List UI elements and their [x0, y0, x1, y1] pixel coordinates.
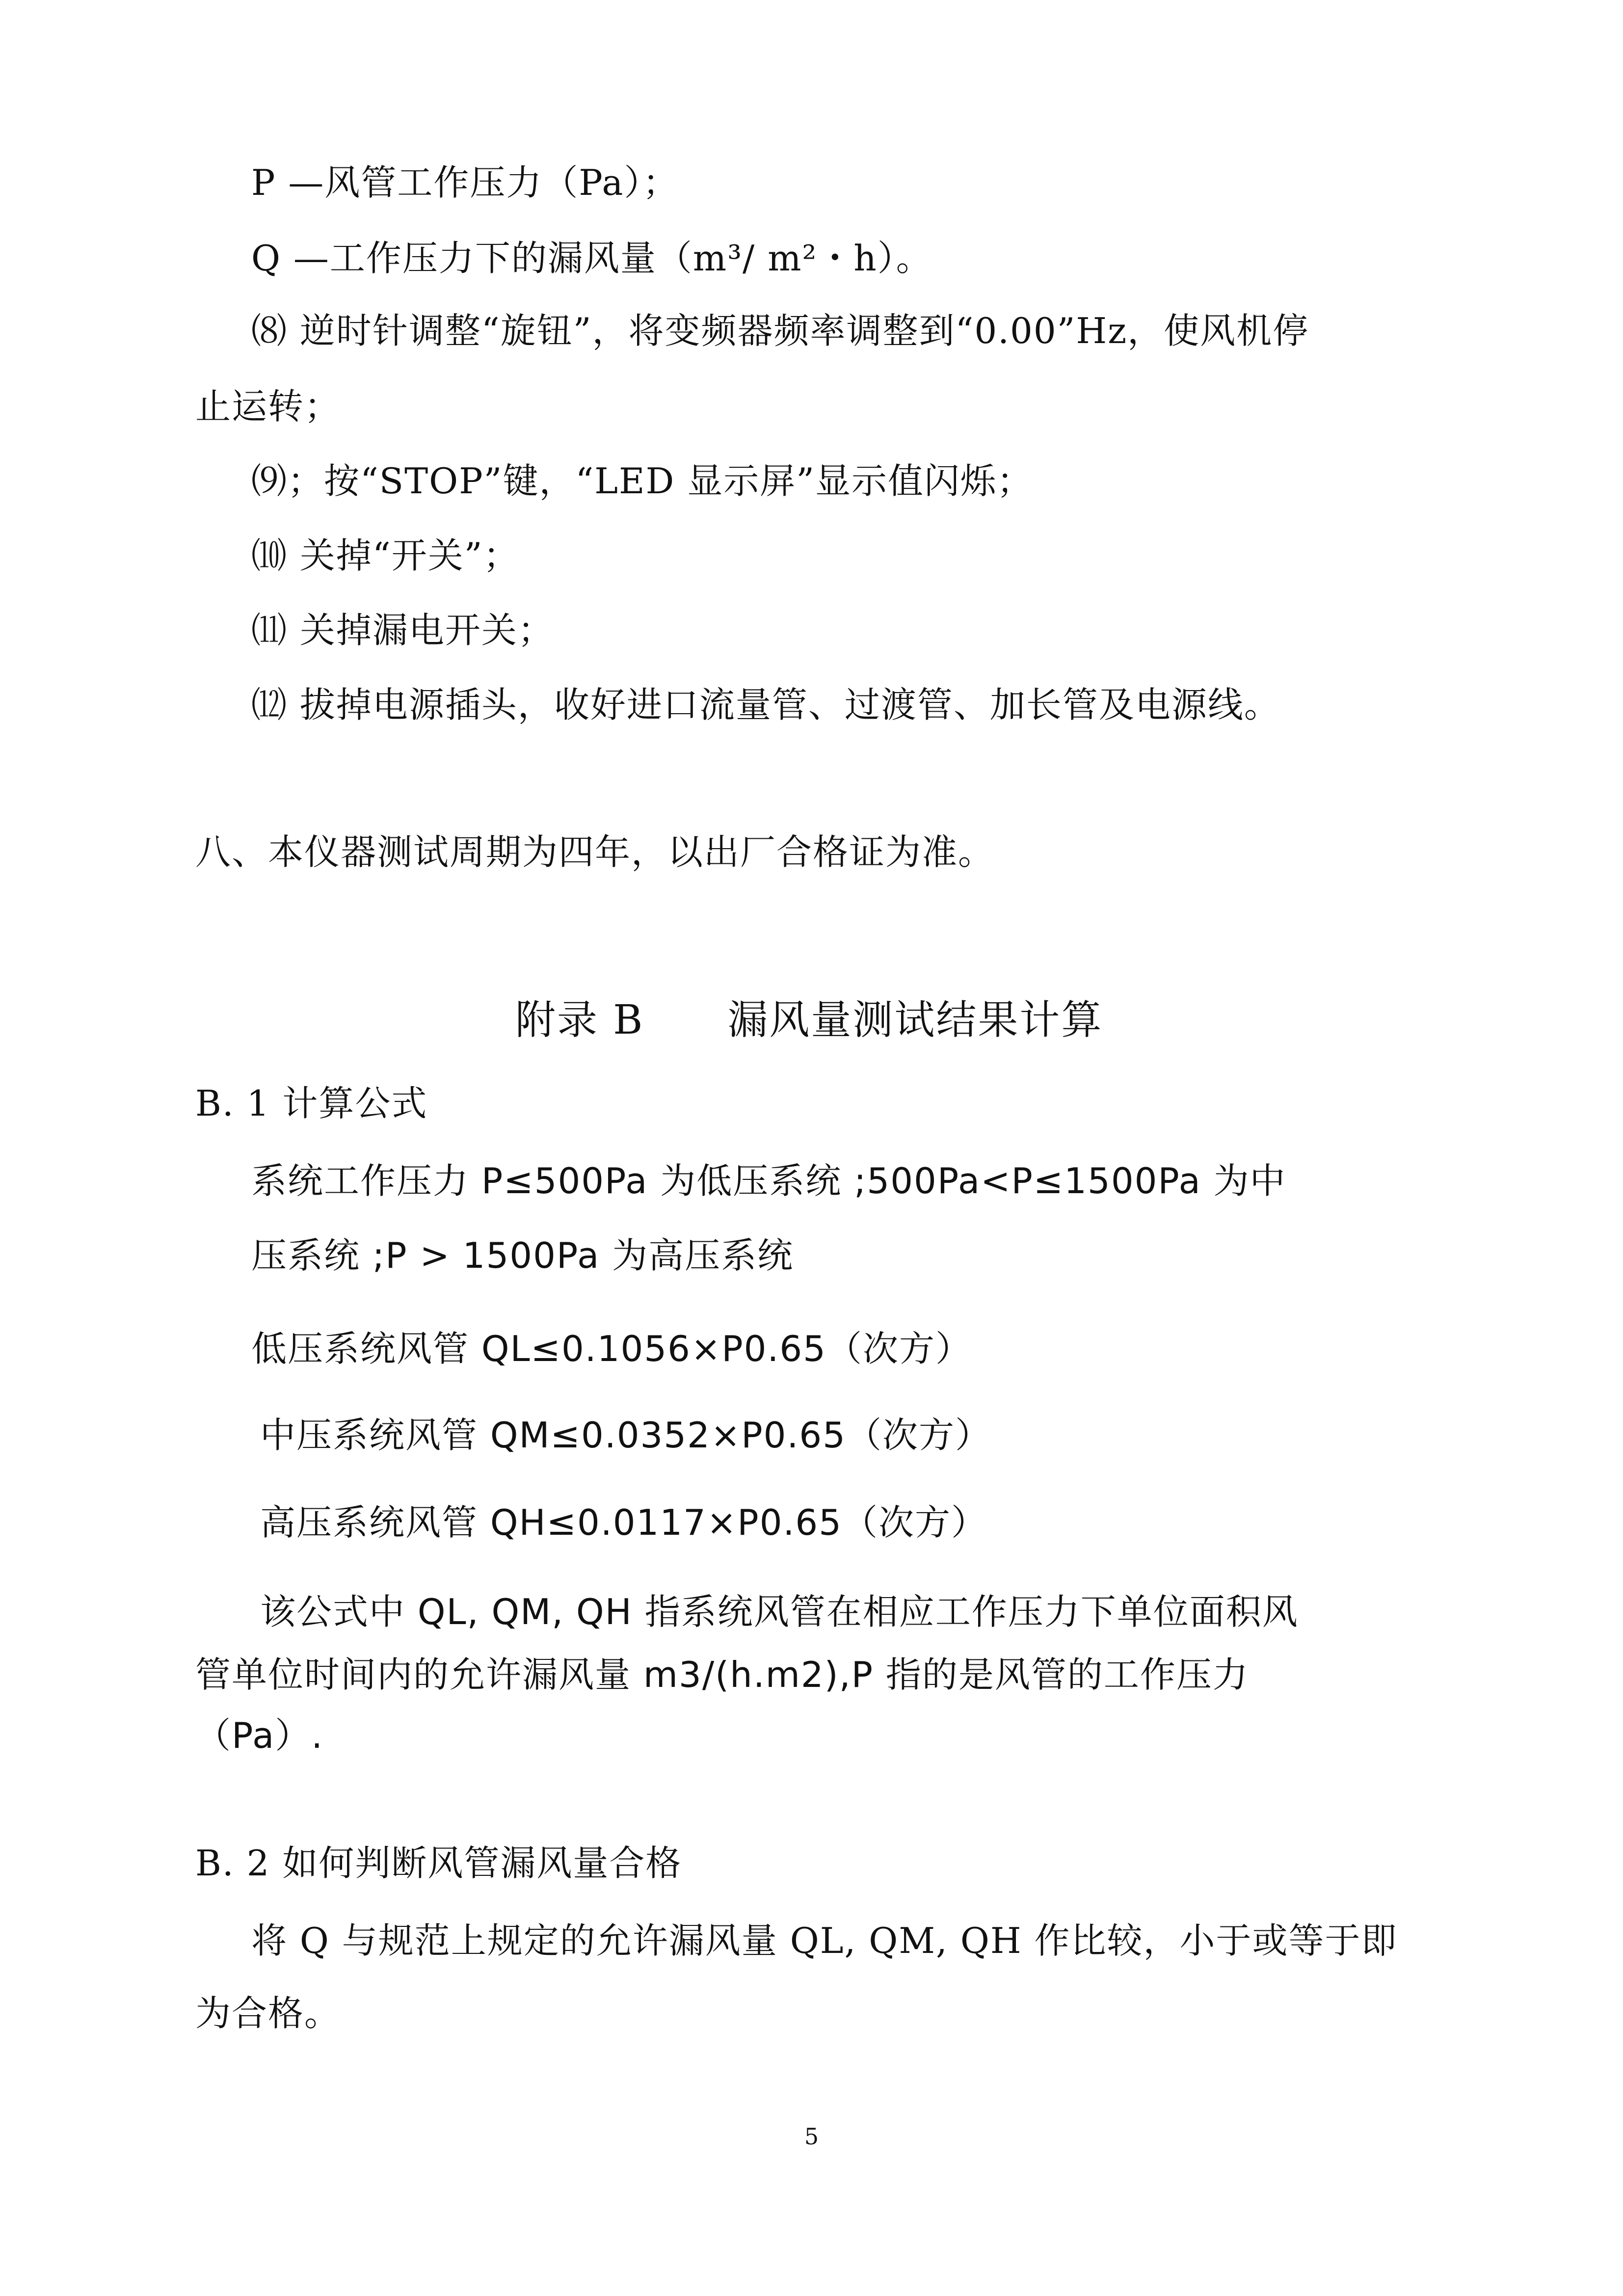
formula-explanation-line-1: 该公式中 QL, QM, QH 指系统风管在相应工作压力下单位面积风: [260, 1591, 1299, 1632]
b2-paragraph-line-1: 将 Q 与规范上规定的允许漏风量 QL, QM, QH 作比较，小于或等于即: [251, 1920, 1398, 1961]
step-11: ⑾ 关掉漏电开关；: [251, 610, 554, 651]
step-10: ⑽ 关掉“开关”；: [251, 535, 520, 576]
p-definition: P —风管工作压力（Pa）；: [251, 162, 679, 203]
step-12: ⑿ 拔掉电源插头，收好进口流量管、过渡管、加长管及电源线。: [251, 684, 1280, 725]
appendix-title: 附录 B 漏风量测试结果计算: [515, 997, 1103, 1043]
b1-title: B. 1 计算公式: [195, 1083, 428, 1124]
b1-paragraph-line-2: 压系统 ;P > 1500Pa 为高压系统: [251, 1235, 794, 1276]
formula-explanation-line-3: （Pa）.: [195, 1715, 324, 1756]
page-number: 5: [804, 2123, 819, 2150]
section-8-text: 八、本仪器测试周期为四年，以出厂合格证为准。: [195, 831, 995, 873]
b2-paragraph-line-2: 为合格。: [195, 1993, 341, 2034]
low-pressure-formula: 低压系统风管 QL≤0.1056×P0.65（次方）: [251, 1328, 972, 1369]
step-8-line-2: 止运转；: [195, 386, 341, 427]
high-pressure-formula: 高压系统风管 QH≤0.0117×P0.65（次方）: [260, 1502, 988, 1543]
step-9: ⑼；按“STOP”键，“LED 显示屏”显示值闪烁；: [251, 460, 1034, 502]
b1-paragraph-line-1: 系统工作压力 P≤500Pa 为低压系统 ;500Pa<P≤1500Pa 为中: [251, 1160, 1286, 1201]
q-definition: Q —工作压力下的漏风量（m³/ m²・h）。: [251, 238, 932, 279]
formula-explanation-line-2: 管单位时间内的允许漏风量 m3/(h.m2),P 指的是风管的工作压力: [195, 1654, 1249, 1695]
mid-pressure-formula: 中压系统风管 QM≤0.0352×P0.65（次方）: [260, 1415, 991, 1456]
step-8-line-1: ⑻ 逆时针调整“旋钮”，将变频器频率调整到“0.00”Hz，使风机停: [251, 310, 1309, 351]
b2-title: B. 2 如何判断风管漏风量合格: [195, 1842, 682, 1884]
